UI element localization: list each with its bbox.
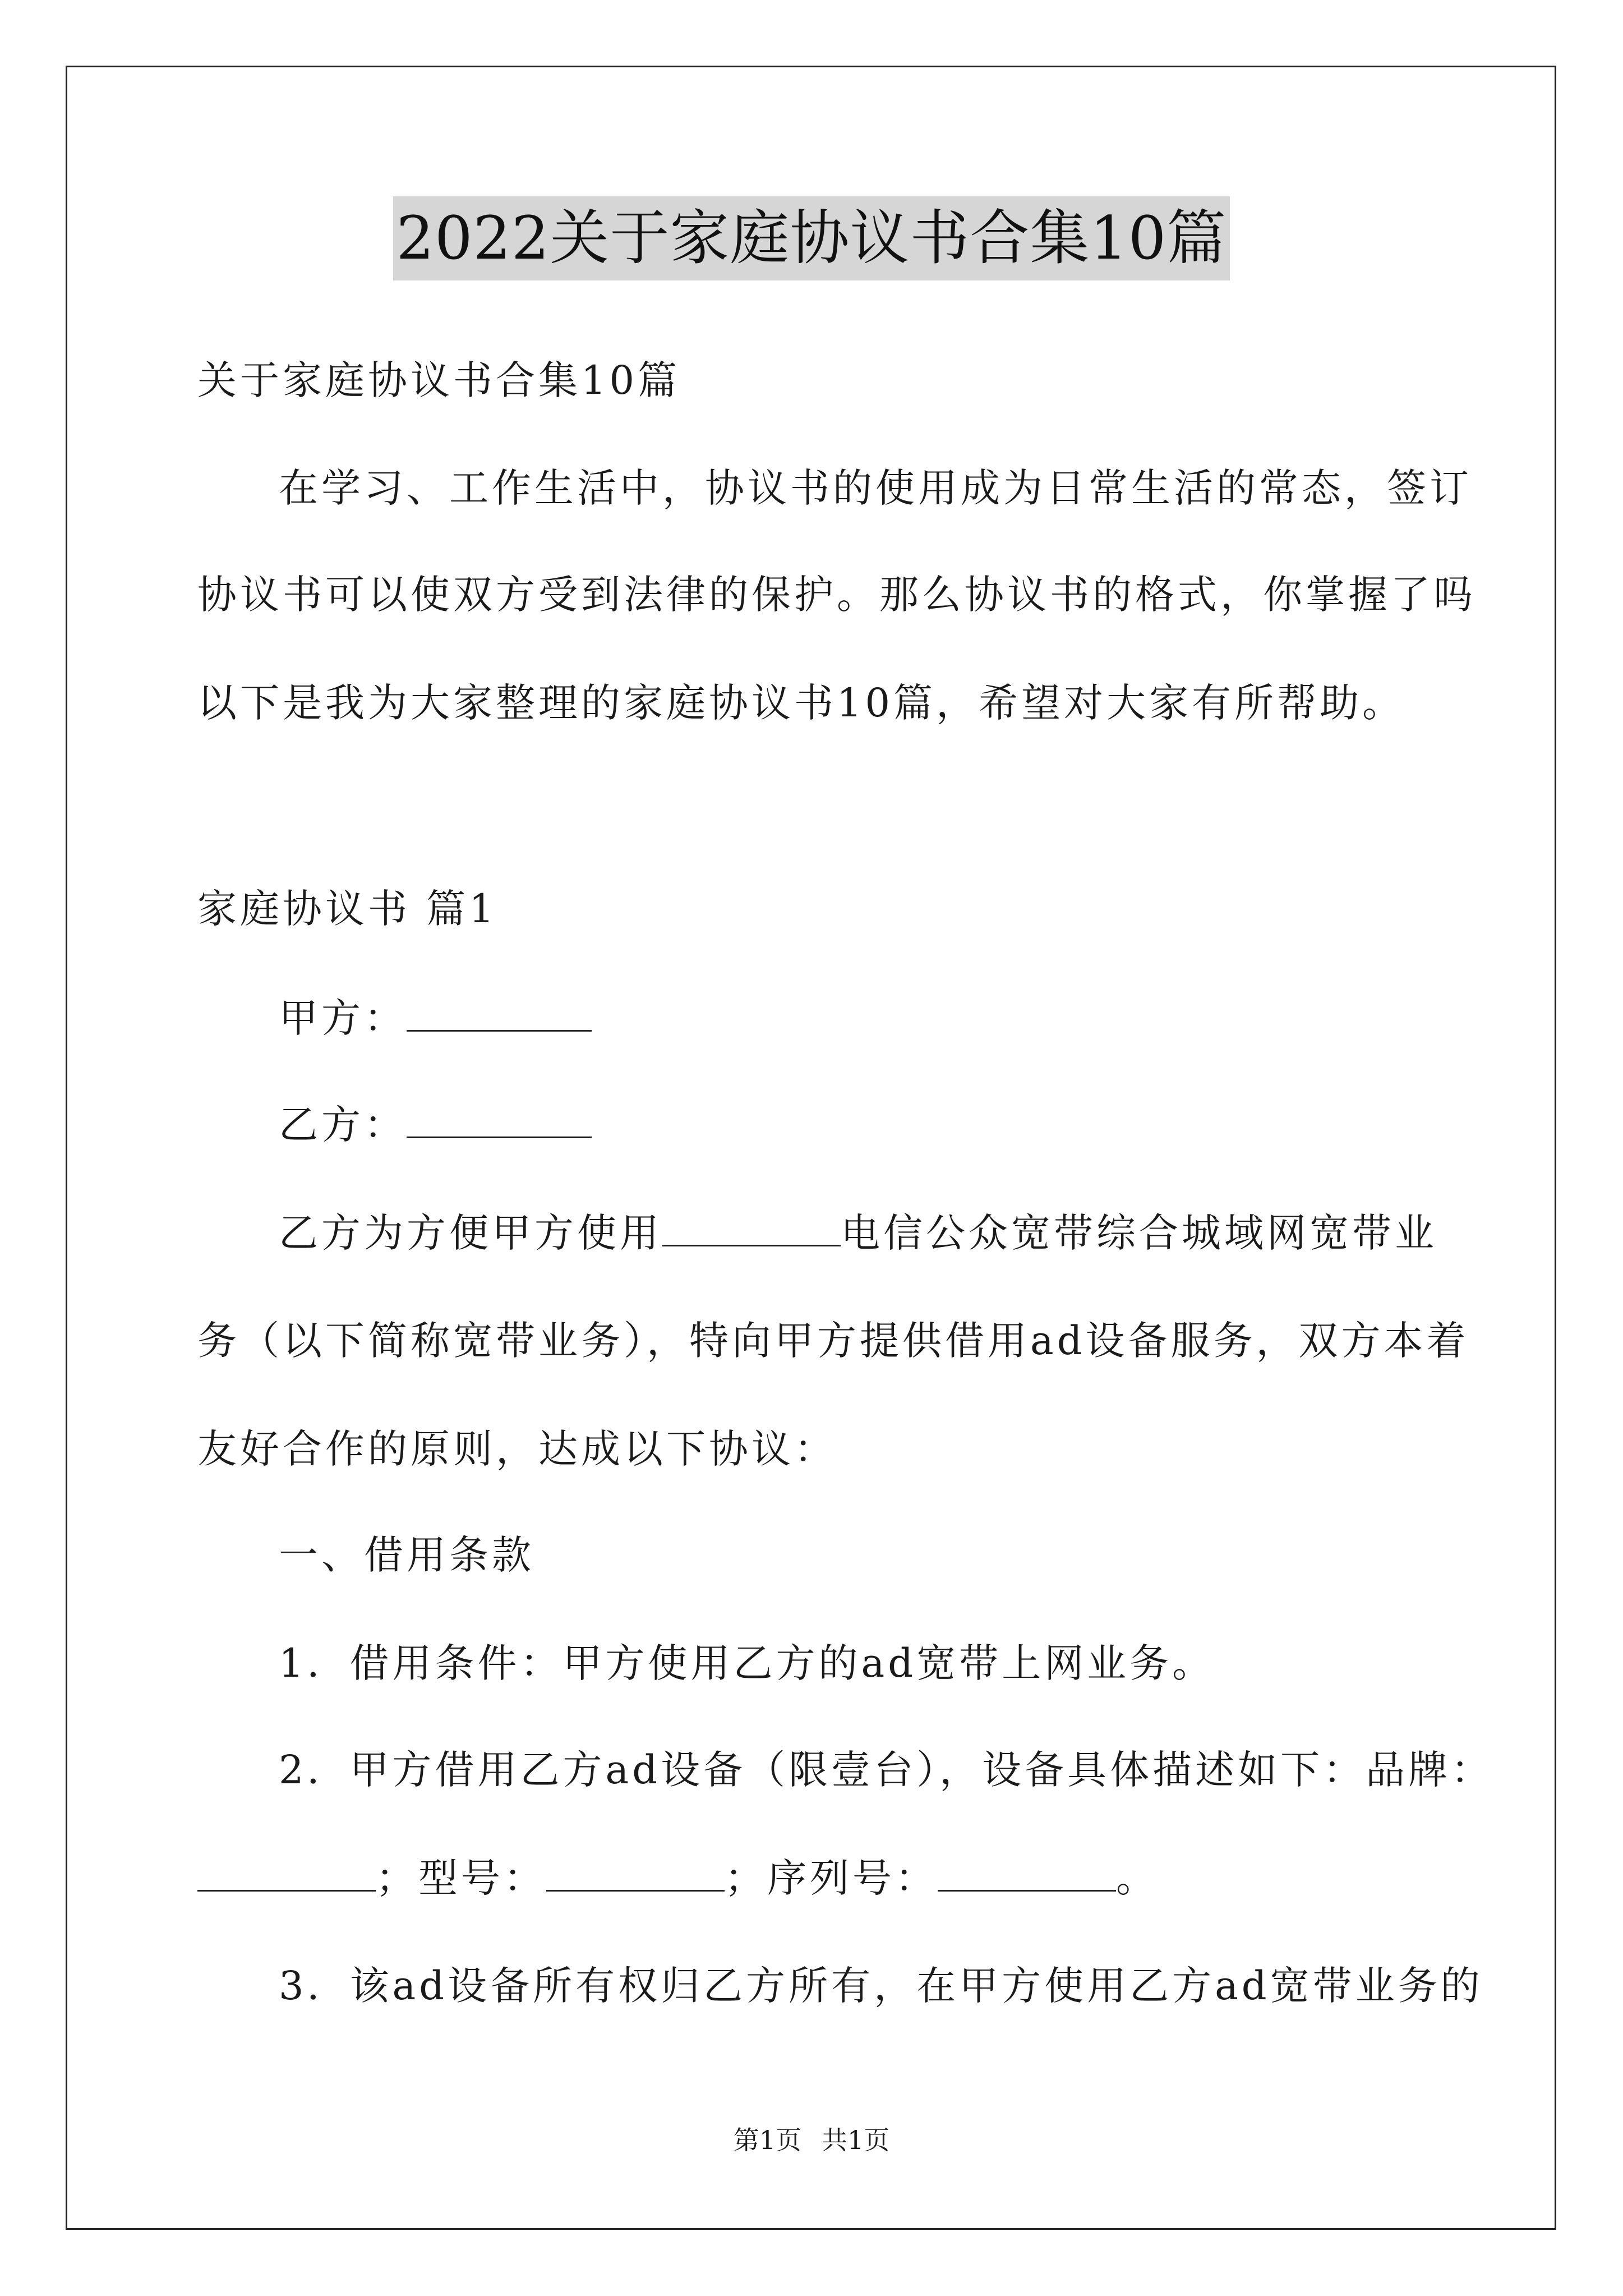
party-b-label: 乙方： <box>279 1102 407 1148</box>
intro-line-1: 在学习、工作生活中，协议书的使用成为日常生活的常态，签订 <box>279 465 1472 511</box>
document-title: 2022关于家庭协议书合集10篇 <box>393 196 1230 280</box>
item-3: 3．该ad设备所有权归乙方所有，在甲方使用乙方ad宽带业务的 <box>279 1963 1483 2009</box>
item-2-line-1: 2．甲方借用乙方ad设备（限壹台），设备具体描述如下：品牌： <box>279 1747 1494 1793</box>
intro-line-3: 以下是我为大家整理的家庭协议书10篇，希望对大家有所帮助。 <box>197 680 1405 726</box>
para1-suffix: 电信公众宽带综合城域网宽带业 <box>841 1210 1437 1256</box>
item-2-end: 。 <box>1116 1855 1159 1901</box>
section-heading: 家庭协议书 篇1 <box>197 886 497 932</box>
party-a-label: 甲方： <box>279 995 407 1041</box>
serial-label: ；序列号： <box>725 1855 938 1901</box>
paragraph-1-line-3: 友好合作的原则，达成以下协议： <box>197 1426 837 1472</box>
page-current: 第1页 <box>733 2125 801 2155</box>
serial-blank <box>938 1856 1116 1892</box>
page-total: 共1页 <box>822 2125 890 2155</box>
party-b-blank <box>407 1103 592 1138</box>
party-a-blank <box>407 996 592 1032</box>
intro-line-2: 协议书可以使双方受到法律的保护。那么协议书的格式，你掌握了吗 <box>197 572 1476 618</box>
paragraph-1-line-2: 务（以下简称宽带业务），特向甲方提供借用ad设备服务，双方本着 <box>197 1318 1469 1364</box>
para1-prefix: 乙方为方便甲方使用 <box>279 1210 662 1256</box>
item-1: 1．借用条件：甲方使用乙方的ad宽带上网业务。 <box>279 1640 1215 1686</box>
document-subtitle: 关于家庭协议书合集10篇 <box>197 357 681 403</box>
title-wrap <box>0 196 1623 280</box>
party-a-row <box>279 990 592 1046</box>
paragraph-1-line-1 <box>279 1205 1437 1261</box>
clause-heading: 一、借用条款 <box>279 1532 534 1578</box>
party-b-row <box>279 1097 592 1153</box>
brand-blank <box>197 1856 376 1892</box>
service-blank <box>662 1211 841 1246</box>
page-footer <box>0 2123 1623 2157</box>
model-blank <box>546 1856 725 1892</box>
model-label: ；型号： <box>376 1855 546 1901</box>
item-2-line-2 <box>197 1850 1159 1906</box>
